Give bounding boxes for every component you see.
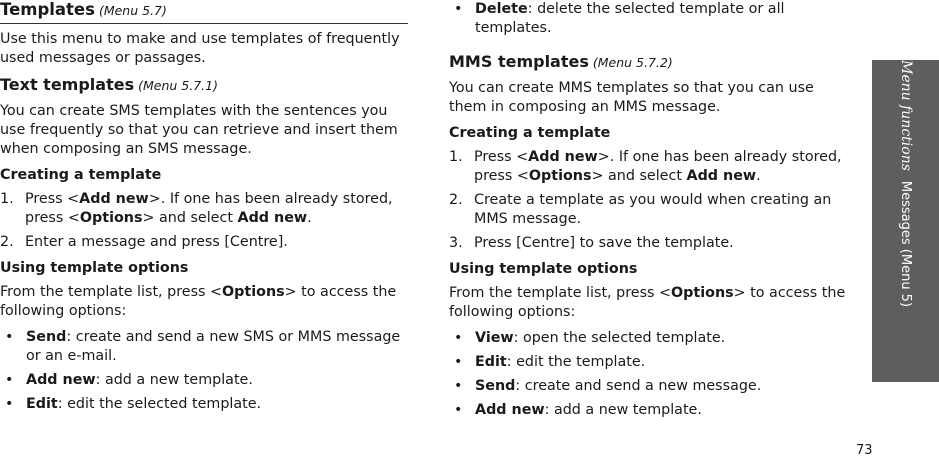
using-options-desc: From the template list, press <Options> to access the following options: <box>0 284 397 319</box>
using-options-desc: From the template list, press <Options> to access the following options: <box>449 285 846 320</box>
left-column <box>0 0 408 421</box>
text-templates-desc: You can create SMS templates with the sentences you use frequently so that you can retrieve and insert them when composing an SMS message. <box>0 103 398 157</box>
text-steps-list <box>0 190 408 252</box>
option-item: • Add new: add a new template. <box>454 402 702 418</box>
mms-templates-heading: MMS templates (Menu 5.7.2) <box>449 52 673 71</box>
option-item: • Send: create and send a new message. <box>454 378 762 394</box>
right-column <box>449 0 849 427</box>
mms-options-list <box>449 329 849 420</box>
page-number: 73 <box>856 443 873 458</box>
intro-paragraph: Use this menu to make and use templates of frequently used messages or passages. <box>0 31 400 66</box>
step-item: 1. Press <Add new>. If one has been already stored, press <Options> and select Add new. <box>449 149 842 184</box>
mms-steps-list <box>449 148 849 253</box>
text-options-list <box>0 328 408 414</box>
page-title: Templates (Menu 5.7) <box>0 0 167 19</box>
step-item: 2. Enter a message and press [Centre]. <box>0 234 288 250</box>
side-tab-label: Menu functionsMessages (Menu 5) <box>898 60 914 308</box>
continued-options-list <box>449 0 849 38</box>
option-item: • Send: create and send a new SMS or MMS message or an e-mail. <box>5 329 401 364</box>
creating-template-heading: Creating a template <box>0 167 162 183</box>
step-item: 3. Press [Centre] to save the template. <box>449 235 734 251</box>
option-item: • View: open the selected template. <box>454 330 726 346</box>
title-rule <box>0 23 408 24</box>
creating-template-heading: Creating a template <box>449 125 611 141</box>
option-item: • Edit: edit the selected template. <box>5 396 262 412</box>
text-templates-heading: Text templates (Menu 5.7.1) <box>0 75 218 94</box>
mms-templates-desc: You can create MMS templates so that you can use them in composing an MMS message. <box>449 80 814 115</box>
step-item: 2. Create a template as you would when creating an MMS message. <box>449 192 832 227</box>
option-item: • Edit: edit the template. <box>454 354 646 370</box>
using-options-heading: Using template options <box>0 260 189 276</box>
using-options-heading: Using template options <box>449 261 638 277</box>
step-item: 1. Press <Add new>. If one has been already stored, press <Options> and select Add new. <box>0 191 393 226</box>
option-item: • Delete: delete the selected template or all templates. <box>454 1 785 36</box>
menu-ref: (Menu 5.7) <box>98 3 167 18</box>
option-item: • Add new: add a new template. <box>5 372 253 388</box>
